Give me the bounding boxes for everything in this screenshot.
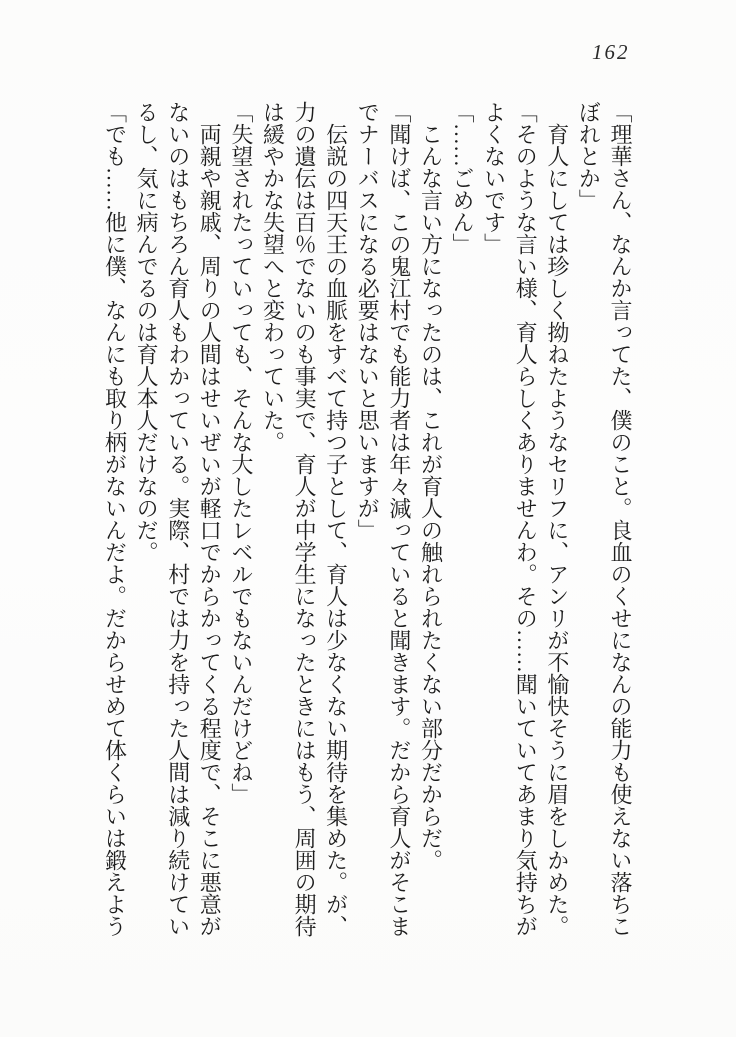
text-line: 「……ごめん」 [450, 101, 476, 255]
text-line: 「失望されたっていっても、そんな大したレベルでもないんだけどね」 [228, 101, 254, 805]
text-line: 「でも……他に僕、なんにも取り柄がないんだよ。だからせめて体くらいは鍛えよう [102, 101, 128, 937]
text-line: ないのはもちろん育人もわかっている。実際、村では力を持った人間は減り続けてい [165, 101, 191, 937]
text-line: こんな言い方になったのは、これが育人の触れられたくない部分だからだ。 [418, 123, 444, 871]
text-line: 伝説の四天王の血脈をすべて持つ子として、育人は少なくない期待を集めた。が、 [323, 123, 349, 937]
text-line: は緩やかな失望へと変わっていた。 [260, 101, 286, 453]
text-line: るし、気に病んでるのは育人本人だけなのだ。 [134, 101, 160, 563]
text-line: 「そのような言い様、育人らしくありませんわ。その……聞いていてあまり気持ちが [513, 101, 539, 937]
text-line: 育人にしては珍しく拗ねたようなセリフに、アンリが不愉快そうに眉をしかめた。 [544, 123, 570, 937]
text-line: ぼれとか」 [576, 101, 602, 211]
text-line: でナーバスになる必要はないと思いますが」 [355, 101, 381, 541]
text-line: 両親や親戚、周りの人間はせいぜいが軽口でからかってくる程度で、そこに悪意が [197, 123, 223, 937]
text-line: 「理華さん、なんか言ってた、僕のこと。良血のくせになんの能力も使えない落ちこ [608, 101, 633, 937]
text-line: 力の遺伝は百％でないのも事実で、育人が中学生になったときにはもう、周囲の期待 [292, 101, 318, 937]
page-number: 162 [592, 40, 630, 64]
text-line: 「聞けば、この鬼江村でも能力者は年々減っていると聞きます。だから育人がそこま [386, 101, 412, 937]
text-line: よくないです」 [481, 101, 507, 255]
text-block [99, 101, 636, 939]
